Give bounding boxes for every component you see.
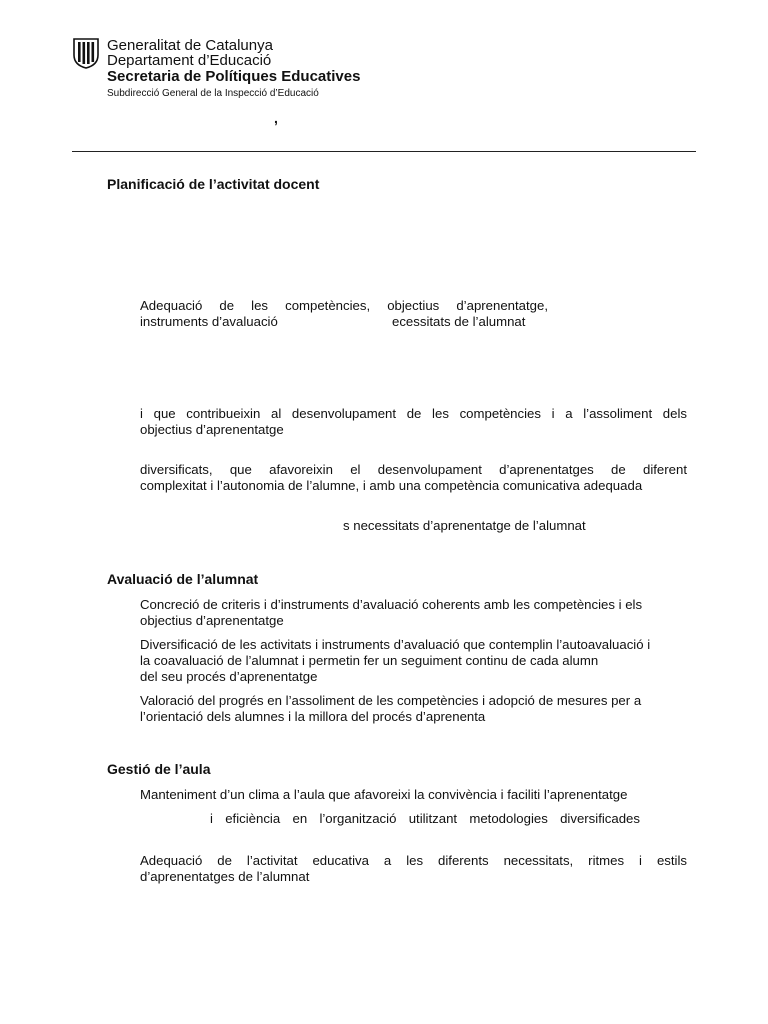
paragraph-line: Adequació de l’activitat educativa a les diferents necessitats, ritmes i estils xyxy=(140,853,687,868)
paragraph-line: i eficiència en l’organització utilitzant metodologies diversificades xyxy=(210,811,640,826)
paragraph-line: s necessitats d’aprenentatge de l’alumnat xyxy=(343,518,586,533)
paragraph-line: objectius d’aprenentatge xyxy=(140,422,284,437)
paragraph-line: diversificats, que afavoreixin el desenvolupament d’aprenentatges de diferent xyxy=(140,462,687,477)
stray-comma: , xyxy=(274,110,278,126)
paragraph-line: del seu procés d’aprenentatge xyxy=(140,669,318,684)
paragraph-line: l’orientació dels alumnes i la millora del procés d’aprenenta xyxy=(140,709,486,724)
subdirectorate-name: Subdirecció General de la Inspecció d’Educació xyxy=(107,88,319,99)
paragraph-line: Valoració del progrés en l’assoliment de les competències i adopció de mesures per a xyxy=(140,693,642,708)
paragraph-line: Concreció de criteris i d’instruments d’avaluació coherents amb les competències i els xyxy=(140,597,643,612)
generalitat-logo-icon xyxy=(72,37,100,69)
paragraph-line: Diversificació de les activitats i instruments d’avaluació que contemplin l’autoavaluació i xyxy=(140,637,651,652)
section-title-planificacio: Planificació de l’activitat docent xyxy=(107,176,320,192)
paragraph-line: Adequació de les competències, objectius d’aprenentatge, xyxy=(140,298,548,313)
secretariat-name: Secretaria de Polítiques Educatives xyxy=(107,68,361,85)
header-divider xyxy=(72,151,696,152)
paragraph-line: instruments d’avaluació xyxy=(140,314,278,329)
section-title-avaluacio: Avaluació de l’alumnat xyxy=(107,571,259,587)
paragraph-line: i que contribueixin al desenvolupament de les competències i a l’assoliment dels xyxy=(140,406,687,421)
paragraph-line: d’aprenentatges de l’alumnat xyxy=(140,869,310,884)
paragraph-line: la coavaluació de l’alumnat i permetin fer un seguiment continu de cada alumn xyxy=(140,653,599,668)
paragraph-line: objectius d’aprenentatge xyxy=(140,613,284,628)
paragraph-line: Manteniment d’un clima a l’aula que afavoreixi la convivència i faciliti l’aprenentatge xyxy=(140,787,628,802)
paragraph-line: ecessitats de l’alumnat xyxy=(392,314,526,329)
paragraph-line: complexitat i l’autonomia de l’alumne, i amb una competència comunicativa adequada xyxy=(140,478,643,493)
org-name: Generalitat de Catalunya xyxy=(107,37,273,54)
department-name: Departament d’Educació xyxy=(107,52,272,69)
section-title-gestio: Gestió de l’aula xyxy=(107,761,211,777)
